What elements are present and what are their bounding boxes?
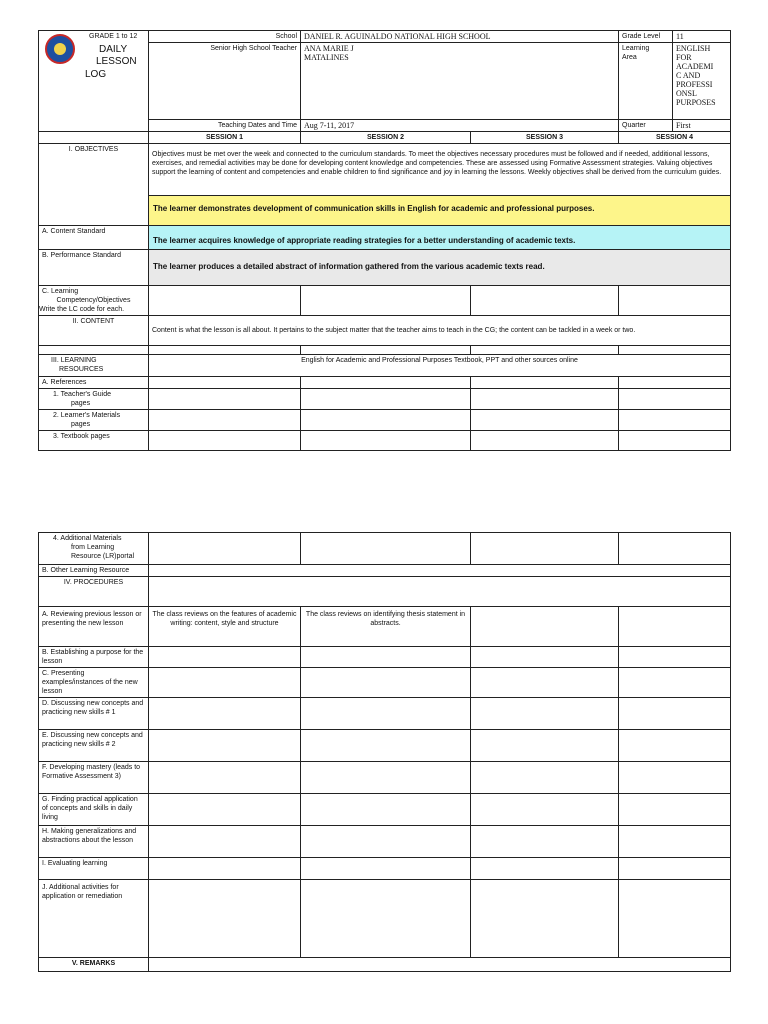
performance-standard-label: B. Performance Standard	[39, 250, 149, 286]
procedure-row-d-s2	[301, 698, 471, 730]
procedure-row-d-s1	[149, 698, 301, 730]
session-3-header: SESSION 3	[471, 132, 619, 144]
procedure-row-g-s4	[619, 794, 731, 826]
dll-body-table-1	[38, 131, 731, 451]
procedure-row-f-s1	[149, 762, 301, 794]
teachers-guide-s2	[301, 389, 471, 410]
blank-row-s3	[471, 346, 619, 355]
competency-s2	[301, 286, 471, 316]
additional-materials-label-1: 4. Additional Materials	[53, 535, 122, 542]
references-s2	[301, 377, 471, 389]
procedure-row-f-s3	[471, 762, 619, 794]
procedure-row-f-s2	[301, 762, 471, 794]
blank-row-s4	[619, 346, 731, 355]
content-text: Content is what the lesson is all about. It pertains to the subject matter that the teacher aims to teach in the CG; the content can be tackled in a week or two.	[149, 316, 731, 346]
additional-materials-label-2: from Learning	[71, 544, 115, 551]
teacher-label: Senior High School Teacher	[149, 43, 301, 120]
learning-area-line: C AND	[676, 71, 701, 81]
procedure-row-b-s3	[471, 647, 619, 668]
additional-materials-label-3: Resource (LR)portal	[71, 553, 135, 560]
procedure-row-j-s4	[619, 880, 731, 958]
dates-label: Teaching Dates and Time	[149, 119, 301, 131]
resources-label	[39, 355, 149, 377]
procedure-row-g-label: G. Finding practical application of concepts and skills in daily living	[39, 794, 149, 826]
procedure-row-e-s3	[471, 730, 619, 762]
procedure-row-e-s2	[301, 730, 471, 762]
resources-label-2: RESOURCES	[59, 366, 104, 373]
procedure-row-j-s3	[471, 880, 619, 958]
learning-area-value	[673, 43, 731, 120]
session-header-blank	[39, 132, 149, 144]
competency-label-3: Write the LC code for each.	[39, 306, 125, 313]
additional-materials-s3	[471, 533, 619, 565]
references-s3	[471, 377, 619, 389]
performance-standard-text: The learner produces a detailed abstract of information gathered from the various academic texts read.	[149, 250, 731, 286]
learners-materials-s1	[149, 410, 301, 431]
resources-text: English for Academic and Professional Purposes Textbook, PPT and other sources online	[149, 355, 731, 377]
procedure-row-c-s1	[149, 668, 301, 698]
teachers-guide-s3	[471, 389, 619, 410]
competency-label-1: C. Learning	[42, 288, 79, 295]
procedure-row-i-s1	[149, 858, 301, 880]
grade-level-label: Grade Level	[619, 31, 673, 43]
grade-level-value: 11	[673, 31, 731, 43]
dates-value: Aug 7-11, 2017	[301, 119, 619, 131]
procedure-row-g-s3	[471, 794, 619, 826]
learners-materials-s3	[471, 410, 619, 431]
school-value: DANIEL R. AGUINALDO NATIONAL HIGH SCHOOL	[301, 31, 619, 43]
procedure-row-a-s2: The class reviews on identifying thesis statement in abstracts.	[301, 607, 471, 647]
learners-materials-label-2: pages	[71, 421, 91, 428]
competency-s4	[619, 286, 731, 316]
procedure-row-i-s4	[619, 858, 731, 880]
textbook-s4	[619, 431, 731, 451]
procedure-row-h-s1	[149, 826, 301, 858]
textbook-s3	[471, 431, 619, 451]
procedure-row-h-s4	[619, 826, 731, 858]
procedure-row-a-s3	[471, 607, 619, 647]
resources-label-1: III. LEARNING	[51, 357, 97, 364]
competency-label	[39, 286, 149, 316]
quarter-value: First	[673, 119, 731, 131]
procedure-row-h-s3	[471, 826, 619, 858]
procedure-row-c-s4	[619, 668, 731, 698]
procedure-row-j-s1	[149, 880, 301, 958]
learning-area-label-2: Area	[622, 54, 637, 62]
title-log: LOG	[85, 69, 107, 80]
dll-header-table	[38, 30, 731, 132]
teacher-value	[301, 43, 619, 120]
remarks-label: V. REMARKS	[39, 958, 149, 972]
procedure-row-e-label: E. Discussing new concepts and practicing new skills # 2	[39, 730, 149, 762]
session-1-header: SESSION 1	[149, 132, 301, 144]
procedure-row-b-s2	[301, 647, 471, 668]
learners-materials-s2	[301, 410, 471, 431]
references-label: A. References	[39, 377, 149, 389]
blank-row-s1	[149, 346, 301, 355]
learning-area-label-1: Learning	[622, 45, 650, 53]
procedure-row-c-s3	[471, 668, 619, 698]
additional-materials-label	[39, 533, 149, 565]
competency-label-2: Competency/Objectives	[56, 297, 131, 304]
other-resource-value	[149, 565, 731, 577]
learning-area-line: ACADEMI	[676, 62, 714, 72]
references-s4	[619, 377, 731, 389]
dll-page-1	[38, 30, 730, 451]
teacher-name-line2: MATALINES	[304, 53, 349, 63]
blank-row-label	[39, 346, 149, 355]
learners-materials-label	[39, 410, 149, 431]
learning-area-line: FOR	[676, 53, 692, 63]
procedures-value	[149, 577, 731, 607]
blank-row-s2	[301, 346, 471, 355]
procedure-row-h-label: H. Making generalizations and abstractions about the lesson	[39, 826, 149, 858]
objectives-text: Objectives must be met over the week and connected to the curriculum standards. To meet the objectives necessary procedures must be followed and if needed, additional lessons, exercises, and remedial activities may be done for developing content knowledge and competencies. These are assessed using Formative Assessment strategies. Valuing objectives support the learning of content and competencies and enable children to find significance and joy in learning the lessons. Weekly objectives shall be derived from the curriculum guides.	[149, 144, 731, 196]
procedure-row-h-s2	[301, 826, 471, 858]
school-label: School	[149, 31, 301, 43]
title-lesson: LESSON	[96, 56, 137, 67]
procedure-row-d-s4	[619, 698, 731, 730]
dll-page-2	[38, 532, 730, 972]
procedures-label: IV. PROCEDURES	[39, 577, 149, 607]
session-4-header: SESSION 4	[619, 132, 731, 144]
objectives-label: I. OBJECTIVES	[39, 144, 149, 226]
procedure-row-d-label: D. Discussing new concepts and practicing new skills # 1	[39, 698, 149, 730]
procedure-row-g-s1	[149, 794, 301, 826]
header-logo-cell	[39, 31, 149, 132]
procedure-row-b-s1	[149, 647, 301, 668]
procedure-row-a-s1: The class reviews on the features of academic writing: content, style and structure	[149, 607, 301, 647]
quarter-label: Quarter	[619, 119, 673, 131]
title-daily: DAILY	[99, 44, 128, 55]
procedure-row-a-s4	[619, 607, 731, 647]
content-label: II. CONTENT	[39, 316, 149, 346]
learners-materials-label-1: 2. Learner's Materials	[53, 412, 121, 419]
remarks-value	[149, 958, 731, 972]
additional-materials-s2	[301, 533, 471, 565]
dll-body-table-2	[38, 532, 731, 972]
textbook-s2	[301, 431, 471, 451]
procedure-row-e-s1	[149, 730, 301, 762]
grade-range: GRADE 1 to 12	[89, 33, 138, 40]
additional-materials-s4	[619, 533, 731, 565]
learning-area-label	[619, 43, 673, 120]
competency-s1	[149, 286, 301, 316]
learners-materials-s4	[619, 410, 731, 431]
teacher-name-line1: ANA MARIE J	[304, 44, 354, 54]
references-s1	[149, 377, 301, 389]
procedure-row-i-s2	[301, 858, 471, 880]
teachers-guide-label-1: 1. Teacher's Guide	[53, 391, 112, 398]
procedure-row-f-label: F. Developing mastery (leads to Formative Assessment 3)	[39, 762, 149, 794]
textbook-label: 3. Textbook pages	[39, 431, 149, 451]
procedure-row-a-label: A. Reviewing previous lesson or presenting the new lesson	[39, 607, 149, 647]
competency-s3	[471, 286, 619, 316]
procedure-row-f-s4	[619, 762, 731, 794]
learning-area-line: ONSL	[676, 89, 697, 99]
teachers-guide-s4	[619, 389, 731, 410]
teachers-guide-s1	[149, 389, 301, 410]
procedure-row-j-label: J. Additional activities for application or remediation	[39, 880, 149, 958]
session-2-header: SESSION 2	[301, 132, 471, 144]
content-standard-label: A. Content Standard	[39, 226, 149, 250]
learning-area-line: ENGLISH	[676, 44, 711, 54]
additional-materials-s1	[149, 533, 301, 565]
procedure-row-c-s2	[301, 668, 471, 698]
procedure-row-i-s3	[471, 858, 619, 880]
content-standard-text: The learner acquires knowledge of appropriate reading strategies for a better understanding of academic texts.	[149, 226, 731, 250]
textbook-s1	[149, 431, 301, 451]
procedure-row-i-label: I. Evaluating learning	[39, 858, 149, 880]
procedure-row-c-label: C. Presenting examples/instances of the new lesson	[39, 668, 149, 698]
procedure-row-e-s4	[619, 730, 731, 762]
deped-seal-icon	[45, 34, 75, 64]
procedure-row-g-s2	[301, 794, 471, 826]
teachers-guide-label-2: pages	[71, 400, 91, 407]
learning-area-line: PROFESSI	[676, 80, 713, 90]
procedure-row-b-s4	[619, 647, 731, 668]
learning-area-line: PURPOSES	[676, 98, 716, 108]
procedure-row-b-label: B. Establishing a purpose for the lesson	[39, 647, 149, 668]
procedure-row-j-s2	[301, 880, 471, 958]
objectives-banner: The learner demonstrates development of communication skills in English for academic and professional purposes.	[149, 196, 731, 226]
other-resource-label: B. Other Learning Resource	[39, 565, 149, 577]
teachers-guide-label	[39, 389, 149, 410]
procedure-row-d-s3	[471, 698, 619, 730]
